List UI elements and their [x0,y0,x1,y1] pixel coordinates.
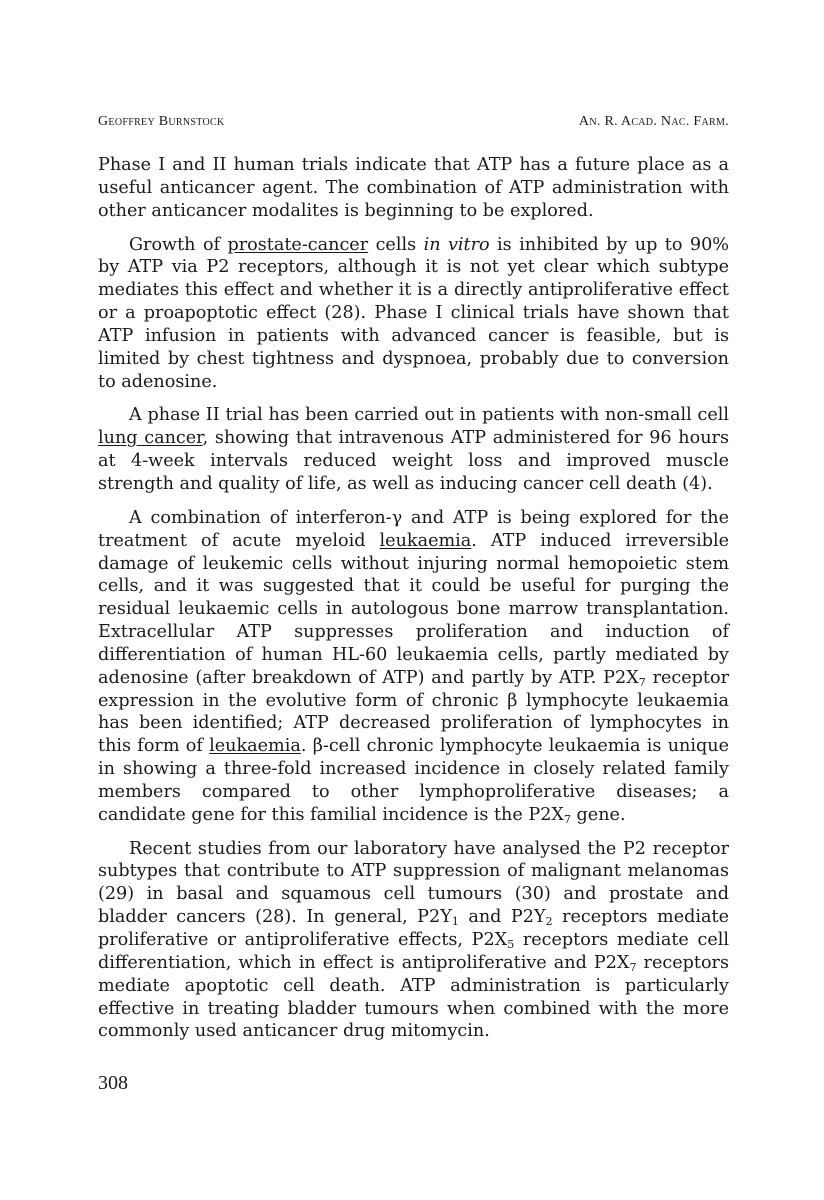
paragraph: Recent studies from our laboratory have analysed the P2 receptor subtypes that contribute to ATP suppression of malignant melanomas (29) in basal and squamous cell tumours (30) and prostate and bladder cancers (28). In general, $P2Y_1$ and $P2Y_2$ receptors mediate proliferative or antiproliferative effects, $P2X_5$ receptors mediate cell differentiation, which in effect is antiproliferative and $P2X_7$ receptors mediate apoptotic cell death. ATP administration is particularly effective in treating bladder tumours when combined with the more commonly used anticancer drug mitomycin. [98,838,730,1042]
page-number: 308 [98,1072,128,1094]
paragraph: Growth of prostate-cancer cells in vitro is inhibited by up to 90% by ATP via P2 receptors, although it is not yet clear which subtype mediates this effect and whether it is a directly antiproliferative effect or a proapoptotic effect (28). Phase I clinical trials have shown that ATP infusion in patients with advanced cancer is feasible, but is limited by chest tightness and dyspnoea, probably due to conversion to adenosine. [98,234,729,392]
paragraph: A combination of interferon-γ and ATP is being explored for the treatment of acute myeloid leukaemia. ATP induced irreversible damage of leukemic cells without injuring normal hemopoietic stem cells, and it was suggested that it could be useful for purging the residual leukaemic cells in autologous bone marrow transplantation. Extracellular ATP suppresses proliferation and induction of differentiation of human HL-60 leukaemia cells, partly mediated by adenosine (after breakdown of ATP) and partly by ATP. $P2X_7$ receptor expression in the evolutive form of chronic β lymphocyte leukaemia has been identified; ATP decreased proliferation of lymphocytes in this form of leukaemia. β-cell chronic lymphocyte leukaemia is unique in showing a three-fold increased incidence in closely related family members compared to other lymphoproliferative diseases; a candidate gene for this familial incidence is the $P2X_7$ gene. [98,507,729,826]
paragraph: Phase I and II human trials indicate that ATP has a future place as a useful anticancer agent. The combination of ATP administration with other anticancer modalites is beginning to be explored. [98,155,729,221]
running-header [98,114,729,130]
header-author: Geoffrey Burnstock [98,114,225,129]
header-journal: An. R. Acad. Nac. Farm. [578,114,729,129]
paragraph: A phase II trial has been carried out in patients with non-small cell lung cancer, showing that intravenous ATP administered for 96 hours at 4-week intervals reduced weight loss and improved muscle strength and quality of life, as well as inducing cancer cell death (4). [98,405,729,494]
body-text [98,154,729,1054]
